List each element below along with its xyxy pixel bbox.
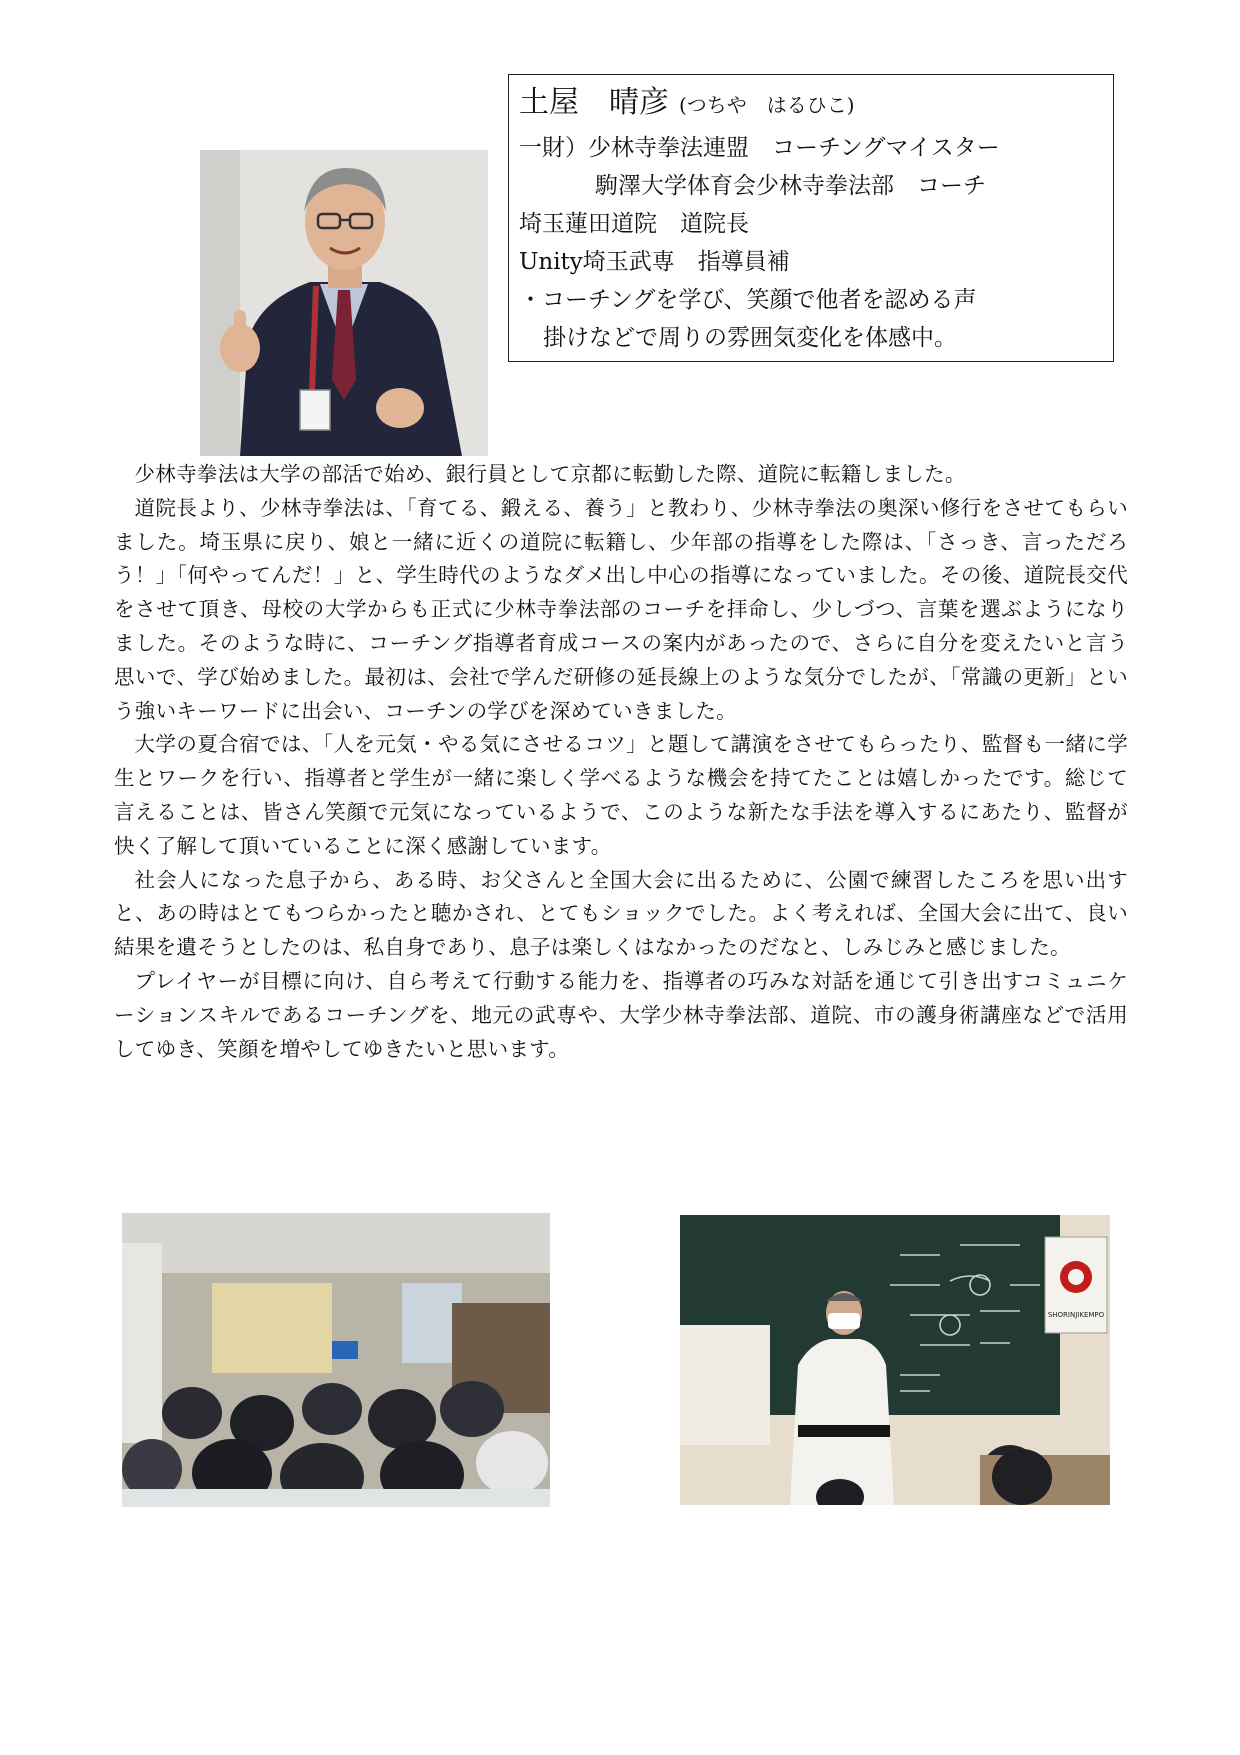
profile-affiliation-4: Unity埼玉武専 指導員補: [519, 249, 790, 275]
article-body: [114, 458, 1128, 1066]
banner-label: SHORINJIKEMPO: [1047, 1311, 1105, 1319]
profile-affiliation-1: 一財）少林寺拳法連盟 コーチングマイスター: [519, 135, 1000, 161]
profile-affiliation-2: 駒澤大学体育会少林寺拳法部 コーチ: [595, 173, 986, 199]
lecture-photo-art: [122, 1213, 550, 1507]
paragraph-3: 大学の夏合宿では、「人を元気・やる気にさせるコツ」と題して講演をさせてもらったり、監督も一緒に学生とワークを行い、指導者と学生が一緒に楽しく学べるような機会を持てたことは嬉しかったです。総じて言えることは、皆さん笑顔で元気になっているようで、このような新たな手法を導入するにあたり、監督が快く了解して頂いていることに深く感謝しています。: [114, 732, 1128, 858]
profile-name-reading: (つちや はるひこ): [679, 93, 855, 117]
chalkboard-photo-art: [680, 1215, 1110, 1505]
profile-name: 土屋 晴彦: [519, 85, 669, 120]
chalkboard-photo: [680, 1215, 1110, 1505]
lecture-photo: [122, 1213, 550, 1507]
paragraph-2: 道院長より、少林寺拳法は、「育てる、鍛える、養う」と教わり、少林寺拳法の奥深い修行をさせてもらいました。埼玉県に戻り、娘と一緒に近くの道院に転籍し、少年部の指導をした際は、「さっき、言っただろう！」「何やってんだ！」と、学生時代のようなダメ出し中心の指導になっていました。その後、道院長交代をさせて頂き、母校の大学からも正式に少林寺拳法部のコーチを拝命し、少しづつ、言葉を選ぶようになりました。そのような時に、コーチング指導者育成コースの案内があったので、さらに自分を変えたいと言う思いで、学び始めました。最初は、会社で学んだ研修の延長線上のような気分でしたが、「常識の更新」という強いキーワードに出会い、コーチンの学びを深めていきました。: [114, 495, 1128, 723]
paragraph-1: 少林寺拳法は大学の部活で始め、銀行員として京都に転勤した際、道院に転籍しました。: [134, 462, 966, 486]
profile-photo-art: [200, 150, 488, 456]
profile-info-box: [508, 74, 1114, 362]
profile-name-row: [519, 81, 1113, 127]
profile-note-line-2: 掛けなどで周りの雰囲気変化を体感中。: [543, 325, 957, 351]
paragraph-5: プレイヤーが目標に向け、自ら考えて行動する能力を、指導者の巧みな対話を通じて引き出すコミュニケーションスキルであるコーチングを、地元の武専や、大学少林寺拳法部、道院、市の護身術講座などで活用してゆき、笑顔を増やしてゆきたいと思います。: [114, 968, 1128, 1061]
profile-note-line-1: ・コーチングを学び、笑顔で他者を認める声: [519, 287, 977, 313]
paragraph-4: 社会人になった息子から、ある時、お父さんと全国大会に出るために、公園で練習したころを思い出すと、あの時はとてもつらかったと聴かされ、とてもショックでした。よく考えれば、全国大会に出て、良い結果を遺そうとしたのは、私自身であり、息子は楽しくはなかったのだなと、しみじみと感じました。: [114, 867, 1128, 960]
profile-photo: [200, 150, 488, 456]
profile-affiliation-3: 埼玉蓮田道院 道院長: [519, 211, 749, 237]
